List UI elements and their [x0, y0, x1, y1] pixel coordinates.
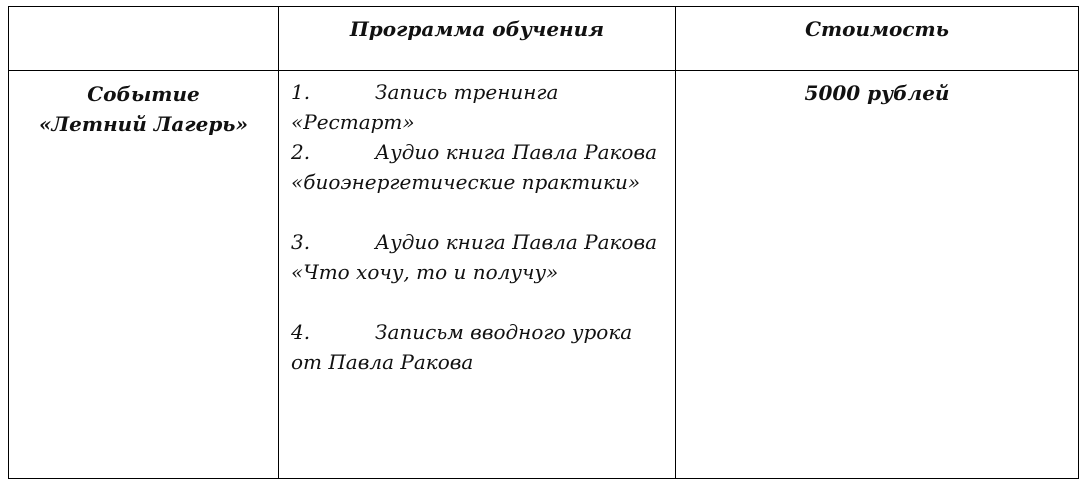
list-item	[291, 77, 667, 137]
list-item-text: Аудио книга Павла Ракова «биоэнергетические практики»	[291, 140, 658, 194]
list-item-number: 1.	[291, 80, 311, 104]
event-subtitle: «Летний Лагерь»	[39, 112, 248, 136]
header-cell-empty	[9, 7, 279, 71]
header-cell-program: Программа обучения	[279, 7, 676, 71]
event-title: Событие	[87, 82, 200, 106]
header-cell-cost: Стоимость	[676, 7, 1079, 71]
table-header-row	[9, 7, 1079, 71]
list-item-text: Аудио книга Павла Ракова «Что хочу, то и получу»	[291, 230, 658, 284]
list-item	[291, 137, 667, 197]
list-item-text: Запись тренинга «Рестарт»	[291, 80, 559, 134]
table-row	[9, 71, 1079, 479]
list-item	[291, 227, 667, 287]
program-table	[8, 6, 1079, 479]
list-item-number: 2.	[291, 140, 311, 164]
list-item-text: Записьм вводного урока от Павла Ракова	[291, 320, 633, 374]
event-cell	[9, 71, 279, 479]
program-cell	[279, 71, 676, 479]
list-item	[291, 317, 667, 377]
list-item-number: 4.	[291, 320, 311, 344]
list-item-number: 3.	[291, 230, 311, 254]
price-cell: 5000 рублей	[676, 71, 1079, 479]
